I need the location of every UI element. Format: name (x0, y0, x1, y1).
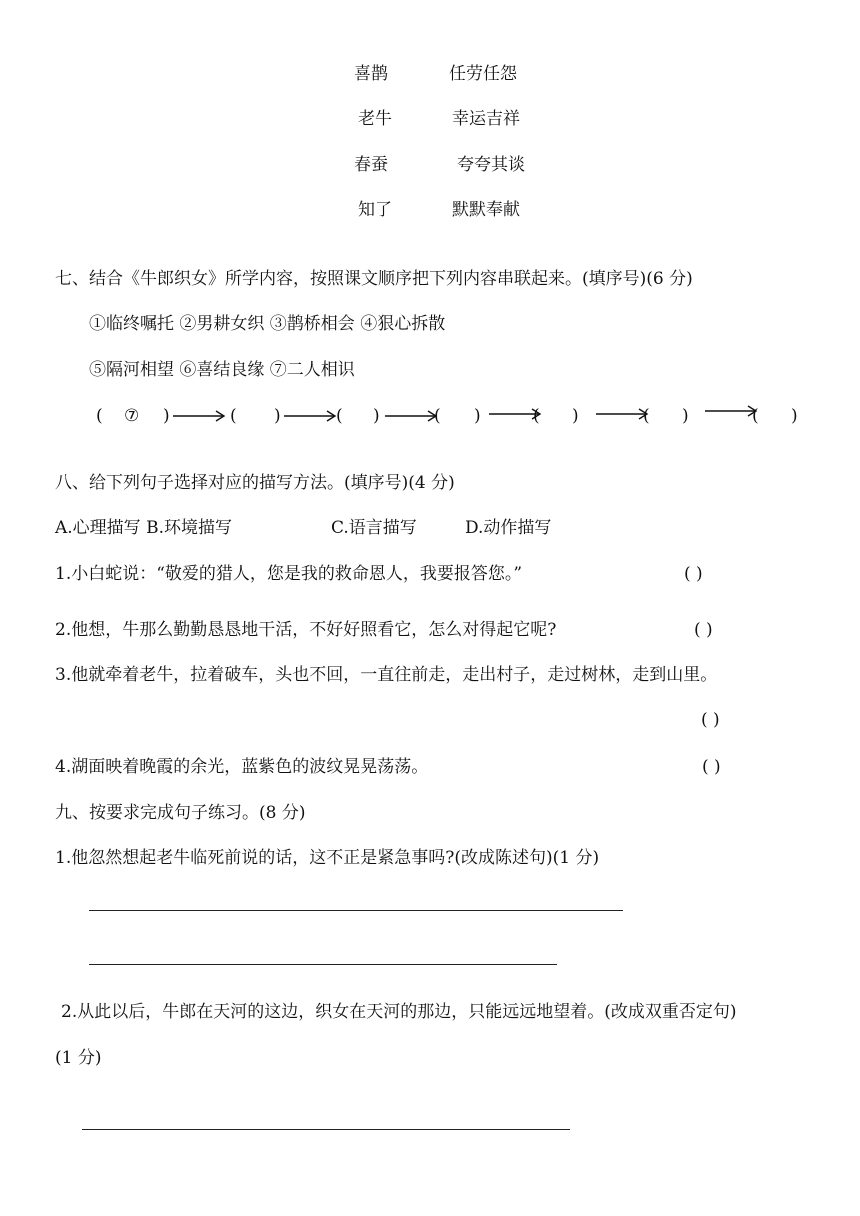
arrow-icon (283, 408, 337, 422)
arrow-icon (704, 403, 758, 417)
q8-answer-blank-1[interactable]: ( ) (684, 564, 703, 584)
q9-title: 九、按要求完成句子练习。(8 分) (55, 803, 306, 823)
match-left-3: 春蚕 (354, 155, 388, 175)
q7-options-line1: ①临终嘱托 ②男耕女织 ③鹊桥相会 ④狠心拆散 (89, 314, 446, 334)
match-left-1: 喜鹊 (354, 64, 388, 84)
seq-paren-open-4[interactable]: ( (434, 406, 441, 426)
arrow-icon (172, 408, 226, 422)
q8-answer-blank-4[interactable]: ( ) (702, 757, 721, 777)
seq-paren-close-3[interactable]: ) (373, 406, 380, 426)
q9-item1-answer-line-1[interactable] (89, 910, 623, 911)
seq-paren-close-5[interactable]: ) (572, 406, 579, 426)
seq-paren-close-4[interactable]: ) (474, 406, 481, 426)
q8-item-1: 1.小白蛇说：“敬爱的猎人，您是我的救命恩人，我要报答您。” (55, 564, 523, 584)
q7-title: 七、结合《牛郎织女》所学内容，按照课文顺序把下列内容串联起来。(填序号)(6 分) (55, 269, 693, 289)
seq-paren-close-2[interactable]: ) (274, 406, 281, 426)
q9-item2-answer-line[interactable] (82, 1129, 570, 1130)
q9-item-2-points: (1 分) (55, 1048, 102, 1068)
q8-options-ab: A.心理描写 B.环境描写 (55, 518, 232, 538)
match-left-2: 老牛 (358, 109, 392, 129)
match-right-4: 默默奉献 (452, 200, 520, 220)
match-left-4: 知了 (358, 200, 392, 220)
seq-paren-close-1: ) (163, 406, 170, 426)
seq-answer-1: ⑦ (124, 406, 140, 426)
q8-title: 八、给下列句子选择对应的描写方法。(填序号)(4 分) (55, 473, 455, 493)
q8-answer-blank-2[interactable]: ( ) (694, 620, 713, 640)
seq-paren-close-6[interactable]: ) (682, 406, 689, 426)
arrow-icon (384, 408, 438, 422)
q8-option-d: D.动作描写 (465, 518, 552, 538)
match-right-3: 夸夸其谈 (457, 155, 525, 175)
match-right-1: 任劳任怨 (449, 64, 517, 84)
match-right-2: 幸运吉祥 (452, 109, 520, 129)
q7-options-line2: ⑤隔河相望 ⑥喜结良缘 ⑦二人相识 (89, 360, 355, 380)
q9-item1-answer-line-2[interactable] (89, 964, 557, 965)
seq-paren-open-6[interactable]: ( (643, 406, 650, 426)
q8-option-c: C.语言描写 (331, 518, 417, 538)
q8-item-3: 3.他就牵着老牛，拉着破车，头也不回，一直往前走，走出村子，走过树林，走到山里。 (55, 665, 718, 685)
seq-paren-open-2[interactable]: ( (230, 406, 237, 426)
q9-item-1: 1.他忽然想起老牛临死前说的话，这不正是紧急事吗?(改成陈述句)(1 分) (55, 848, 600, 868)
seq-paren-open-5[interactable]: ( (533, 406, 540, 426)
q8-item-2: 2.他想，牛那么勤勤恳恳地干活，不好好照看它，怎么对得起它呢? (55, 620, 557, 640)
seq-paren-open-7[interactable]: ( (752, 406, 759, 426)
q9-item-2: 2.从此以后，牛郎在天河的这边，织女在天河的那边，只能远远地望着。(改成双重否定句) (61, 1002, 737, 1022)
seq-paren-open-3[interactable]: ( (336, 406, 343, 426)
q8-answer-blank-3[interactable]: ( ) (701, 710, 720, 730)
q8-item-4: 4.湖面映着晚霞的余光，蓝紫色的波纹晃晃荡荡。 (55, 757, 429, 777)
seq-paren-open-1: ( (96, 406, 103, 426)
arrow-icon (595, 406, 649, 420)
seq-paren-close-7[interactable]: ) (791, 406, 798, 426)
